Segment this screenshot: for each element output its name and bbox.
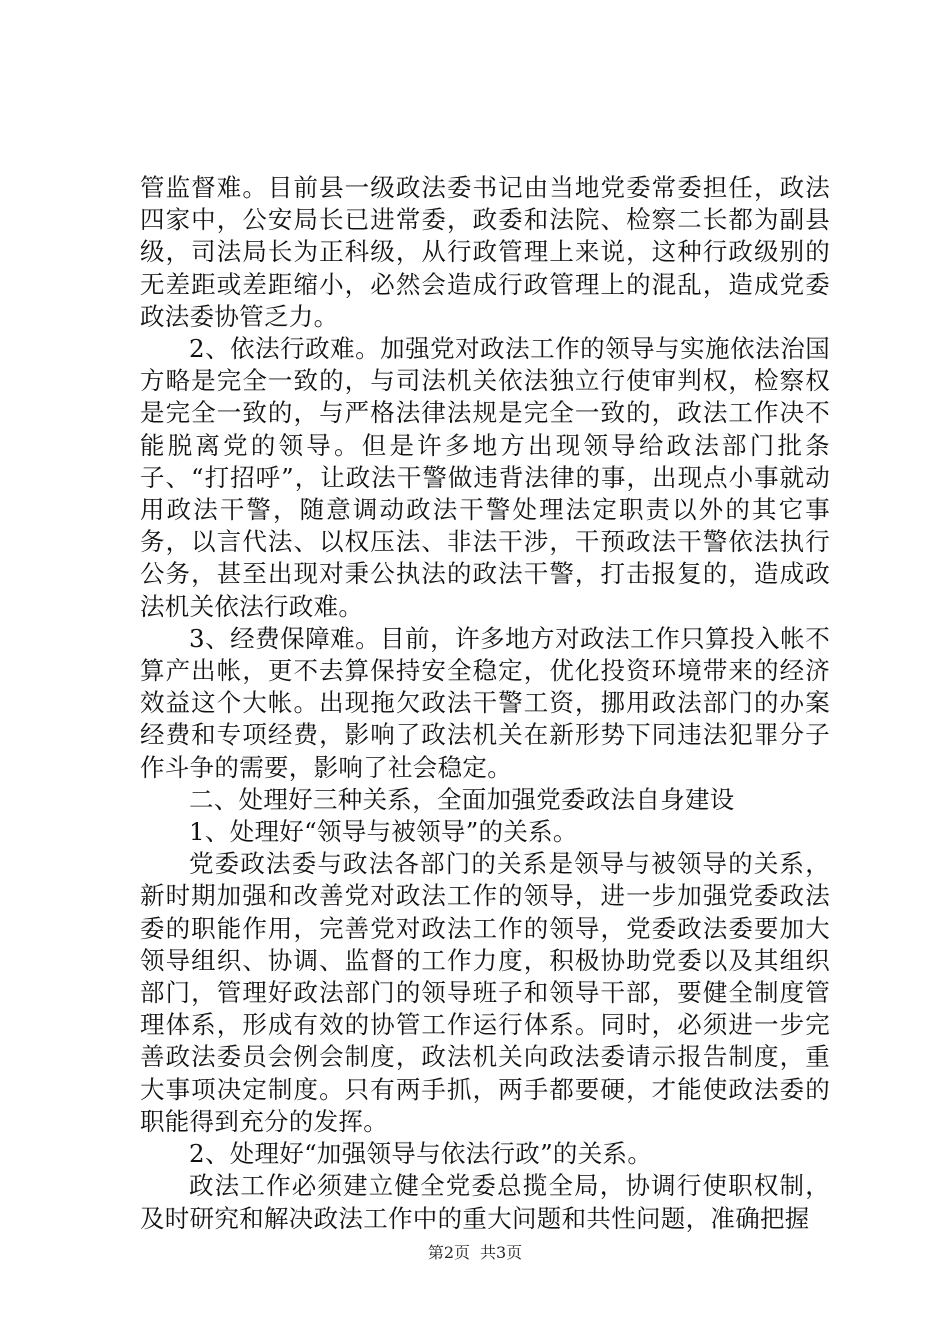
page-number: 第2页: [427, 1243, 470, 1262]
paragraph-4: 党委政法委与政法各部门的关系是领导与被领导的关系，新时期加强和改善党对政法工作的领导，进一步加强党委政法委的职能作用，完善党对政法工作的领导，党委政法委要加大领导组织、协调、监督的工作力度，积极协助党委以及其组织部门，管理好政法部门的领导班子和领导干部，要健全制度管理体系，形成有效的协管工作运行体系。同时，必须进一步完善政法委员会例会制度，政法机关向政法委请示报告制度，重大事项决定制度。只有两手抓，两手都要硬，才能使政法委的职能得到充分的发挥。: [140, 849, 830, 1136]
paragraph-3: 3、经费保障难。目前，许多地方对政法工作只算投入帐不算产出帐，更不去算保持安全稳定，优化投资环境带来的经济效益这个大帐。出现拖欠政法干警工资，挪用政法部门的办案经费和专项经费，影响了政法机关在新形势下同违法犯罪分子作斗争的需要，影响了社会稳定。: [140, 623, 830, 782]
subheading-1: 1、处理好“领导与被领导”的关系。: [189, 817, 578, 847]
page-footer: [0, 1243, 950, 1263]
paragraph-1: 管监督难。目前县一级政法委书记由当地党委常委担任，政法四家中，公安局长已进常委，政委和法院、检察二长都为副县级，司法局长为正科级，从行政管理上来说，这种行政级别的无差距或差距缩小，必然会造成行政管理上的混乱，造成党委政法委协管乏力。: [140, 173, 830, 331]
document-body: [140, 172, 830, 1235]
subheading-2: 2、处理好“加强领导与依法行政”的关系。: [189, 1139, 653, 1169]
section-heading: 二、处理好三种关系，全面加强党委政法自身建设: [189, 784, 735, 814]
paragraph-5: 政法工作必须建立健全党委总揽全局，协调行使职权制，及时研究和解决政法工作中的重大问题和共性问题，准确把握: [140, 1171, 830, 1233]
page-total: 共3页: [480, 1243, 523, 1262]
paragraph-2: 2、依法行政难。加强党对政法工作的领导与实施依法治国方略是完全一致的，与司法机关依法独立行使审判权，检察权是完全一致的，与严格法律法规是完全一致的，政法工作决不能脱离党的领导。但是许多地方出现领导给政法部门批条子、“打招呼”，让政法干警做违背法律的事，出现点小事就动用政法干警，随意调动政法干警处理法定职责以外的其它事务，以言代法、以权压法、非法干涉，干预政法干警依法执行公务，甚至出现对秉公执法的政法干警，打击报复的，造成政法机关依法行政难。: [140, 334, 830, 621]
